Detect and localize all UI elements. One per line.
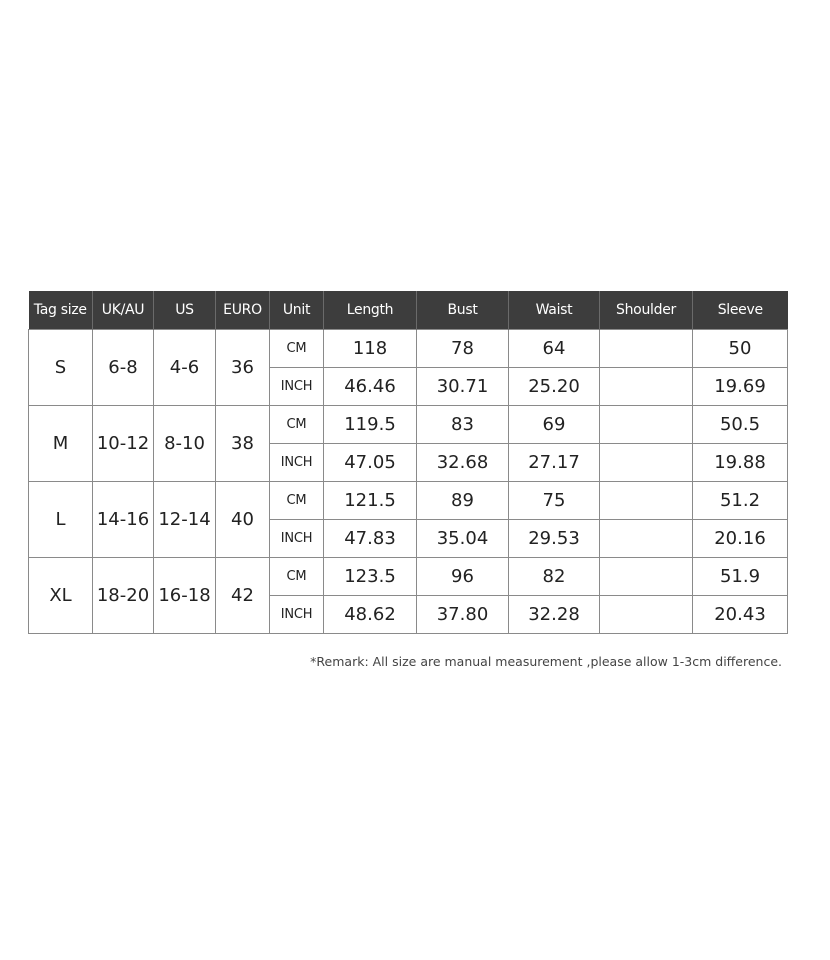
table-row: [29, 330, 788, 368]
unit-cell: CM: [270, 330, 324, 368]
length-cell: 118: [324, 330, 417, 368]
header-shoulder: Shoulder: [600, 291, 693, 330]
waist-cell: 64: [509, 330, 600, 368]
sleeve-cell: 19.69: [693, 368, 788, 406]
tag-size-cell: M: [29, 406, 93, 482]
bust-cell: 78: [417, 330, 509, 368]
uk-au-cell: 14-16: [93, 482, 154, 558]
header-bust: Bust: [417, 291, 509, 330]
bust-cell: 35.04: [417, 520, 509, 558]
shoulder-cell: [600, 368, 693, 406]
sleeve-cell: 51.9: [693, 558, 788, 596]
waist-cell: 32.28: [509, 596, 600, 634]
euro-cell: 36: [216, 330, 270, 406]
us-cell: 16-18: [154, 558, 216, 634]
length-cell: 48.62: [324, 596, 417, 634]
header-us: US: [154, 291, 216, 330]
bust-cell: 83: [417, 406, 509, 444]
bust-cell: 30.71: [417, 368, 509, 406]
shoulder-cell: [600, 520, 693, 558]
euro-cell: 38: [216, 406, 270, 482]
shoulder-cell: [600, 558, 693, 596]
unit-cell: CM: [270, 406, 324, 444]
bust-cell: 89: [417, 482, 509, 520]
unit-cell: INCH: [270, 444, 324, 482]
uk-au-cell: 6-8: [93, 330, 154, 406]
header-euro: EURO: [216, 291, 270, 330]
header-unit: Unit: [270, 291, 324, 330]
header-waist: Waist: [509, 291, 600, 330]
unit-cell: INCH: [270, 368, 324, 406]
unit-cell: INCH: [270, 520, 324, 558]
sleeve-cell: 19.88: [693, 444, 788, 482]
waist-cell: 69: [509, 406, 600, 444]
length-cell: 123.5: [324, 558, 417, 596]
sleeve-cell: 50.5: [693, 406, 788, 444]
table-row: [29, 558, 788, 596]
tag-size-cell: S: [29, 330, 93, 406]
length-cell: 121.5: [324, 482, 417, 520]
size-chart: [28, 291, 787, 634]
shoulder-cell: [600, 596, 693, 634]
waist-cell: 27.17: [509, 444, 600, 482]
unit-cell: INCH: [270, 596, 324, 634]
sleeve-cell: 20.16: [693, 520, 788, 558]
waist-cell: 75: [509, 482, 600, 520]
header-uk-au: UK/AU: [93, 291, 154, 330]
sleeve-cell: 20.43: [693, 596, 788, 634]
size-table: [28, 291, 788, 634]
length-cell: 47.05: [324, 444, 417, 482]
table-row: [29, 406, 788, 444]
tag-size-cell: XL: [29, 558, 93, 634]
length-cell: 46.46: [324, 368, 417, 406]
remark-note: *Remark: All size are manual measurement ,please allow 1-3cm difference.: [310, 654, 782, 669]
shoulder-cell: [600, 482, 693, 520]
waist-cell: 29.53: [509, 520, 600, 558]
euro-cell: 40: [216, 482, 270, 558]
header-length: Length: [324, 291, 417, 330]
waist-cell: 82: [509, 558, 600, 596]
unit-cell: CM: [270, 482, 324, 520]
unit-cell: CM: [270, 558, 324, 596]
uk-au-cell: 18-20: [93, 558, 154, 634]
euro-cell: 42: [216, 558, 270, 634]
sleeve-cell: 50: [693, 330, 788, 368]
waist-cell: 25.20: [509, 368, 600, 406]
bust-cell: 96: [417, 558, 509, 596]
header-sleeve: Sleeve: [693, 291, 788, 330]
shoulder-cell: [600, 444, 693, 482]
shoulder-cell: [600, 406, 693, 444]
bust-cell: 37.80: [417, 596, 509, 634]
us-cell: 12-14: [154, 482, 216, 558]
table-row: [29, 482, 788, 520]
table-header-row: [29, 291, 788, 330]
length-cell: 119.5: [324, 406, 417, 444]
length-cell: 47.83: [324, 520, 417, 558]
header-tag-size: Tag size: [29, 291, 93, 330]
sleeve-cell: 51.2: [693, 482, 788, 520]
shoulder-cell: [600, 330, 693, 368]
us-cell: 8-10: [154, 406, 216, 482]
us-cell: 4-6: [154, 330, 216, 406]
uk-au-cell: 10-12: [93, 406, 154, 482]
tag-size-cell: L: [29, 482, 93, 558]
bust-cell: 32.68: [417, 444, 509, 482]
